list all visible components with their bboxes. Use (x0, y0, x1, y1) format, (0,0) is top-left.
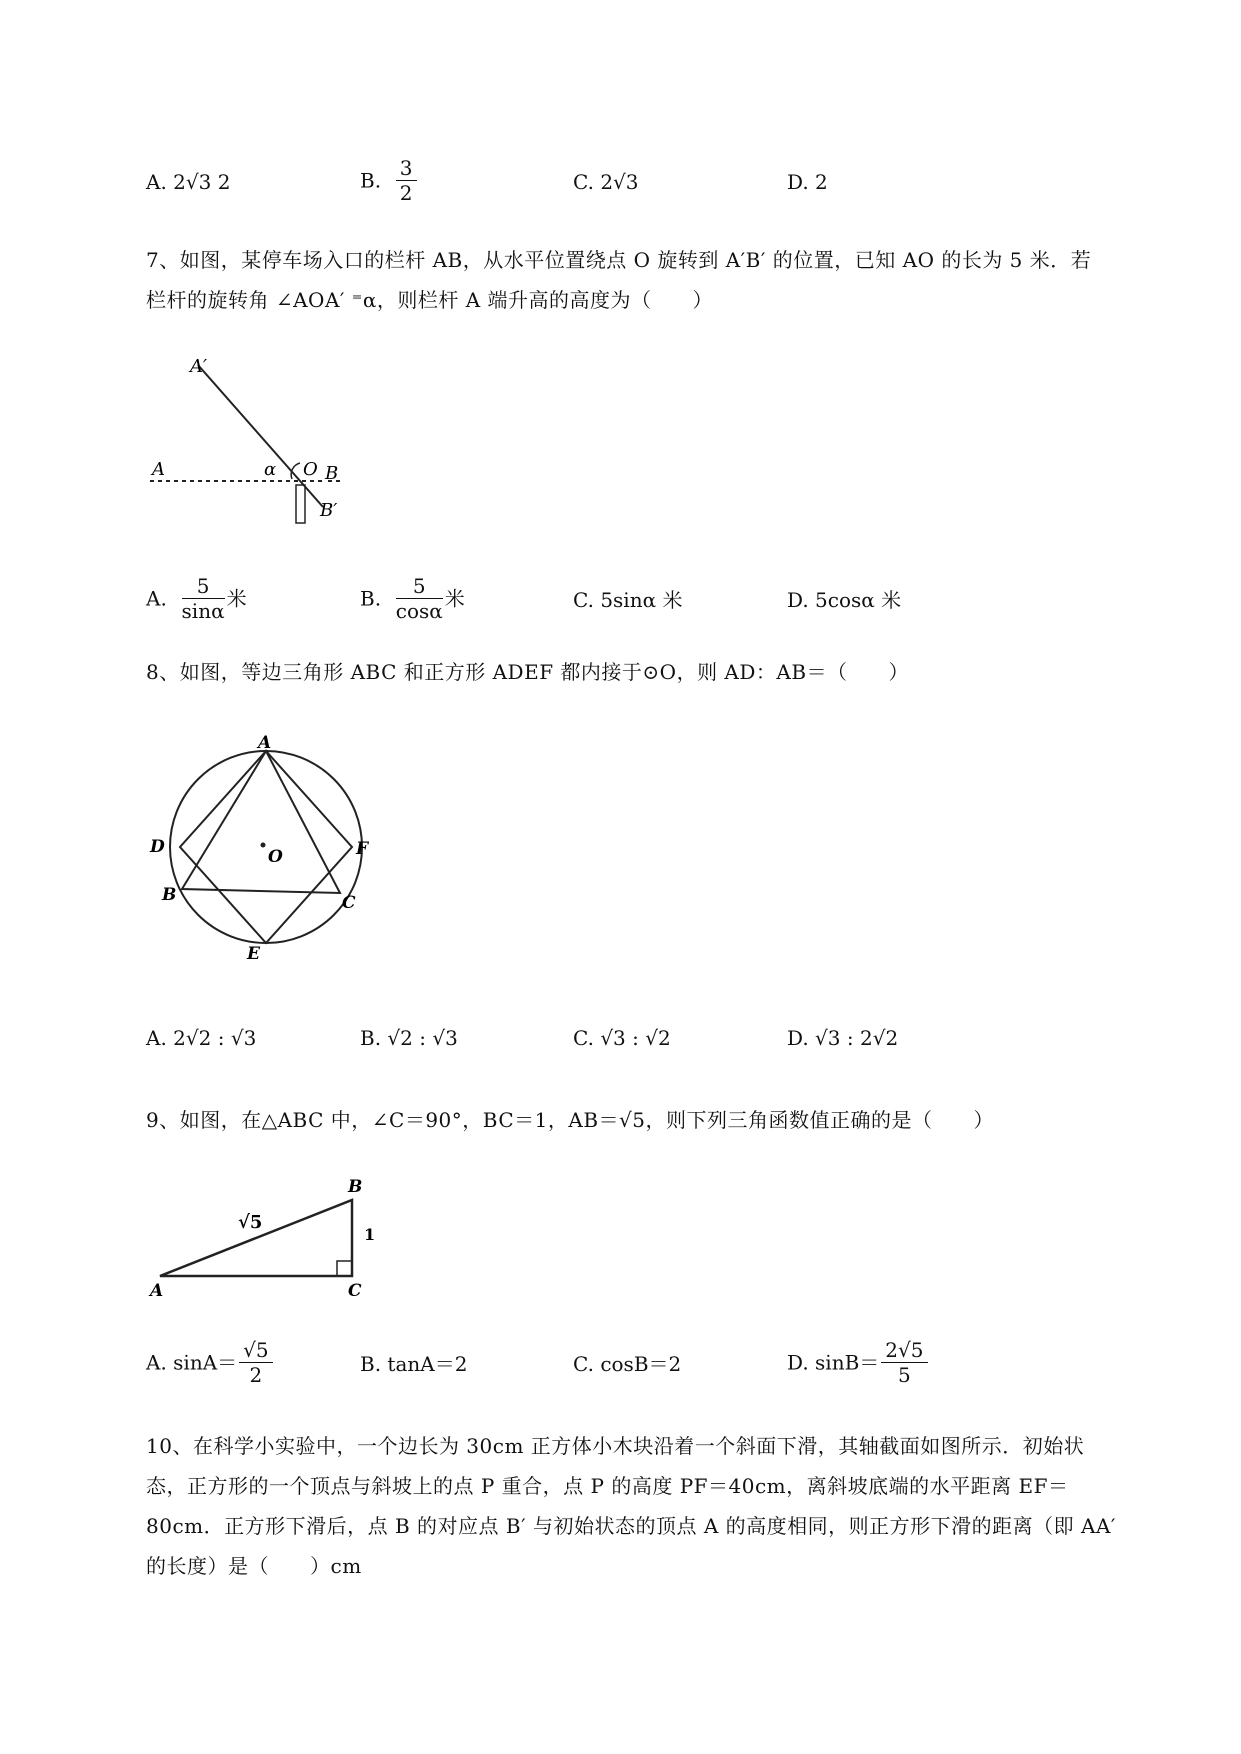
q8-label-o: O (268, 847, 283, 867)
q8-option-a: A. 2√2 : √3 (146, 1026, 257, 1050)
q9-option-a: A. sinA＝ $\frac{√5}{2}$ (146, 1338, 275, 1387)
q6-option-d: D. 2 (787, 170, 828, 194)
q8-label-c: C (342, 893, 356, 913)
q9-label-a: A (150, 1281, 164, 1301)
q8-label-b: B (162, 885, 177, 905)
q9-option-d: D. sinB＝ $\frac{2√5}{5}$ (787, 1338, 930, 1387)
q8-label-e: E (247, 944, 260, 964)
q7-text-line2: 栏杆的旋转角 ∠AOA′ ⁼α，则栏杆 A 端升高的高度为（ ） (146, 288, 714, 312)
q10-text-line4: 的长度）是（ ）cm (146, 1554, 362, 1578)
q7-option-c: C. 5sinα 米 (573, 588, 683, 612)
q7-option-a: A. $\frac{5}{\sin\alpha}$ 米 (146, 574, 247, 623)
q8-figure (140, 725, 390, 965)
q7-figure (140, 345, 360, 525)
q8-text-line1: 8、如图，等边三角形 ABC 和正方形 ADEF 都内接于⊙O，则 AD：AB＝（ ） (146, 660, 910, 684)
q9-label-c: C (348, 1281, 362, 1301)
q6-option-c: C. 2√3 (573, 170, 639, 194)
q8-label-a: A (258, 733, 272, 753)
q9-label-hypotenuse: √5 (238, 1212, 263, 1233)
q7-label-b-prime: B′ (320, 500, 338, 521)
q8-option-c: C. √3 : √2 (573, 1026, 671, 1050)
q9-figure (140, 1170, 390, 1305)
q9-text-line1: 9、如图，在△ABC 中，∠C＝90°，BC＝1，AB＝√5，则下列三角函数值正确的是（ ） (146, 1108, 994, 1132)
q7-text-line1: 7、如图，某停车场入口的栏杆 AB，从水平位置绕点 O 旋转到 A′B′ 的位置，已知 AO 的长为 5 米．若 (146, 248, 1092, 272)
q7-post (296, 485, 305, 523)
q8-circle (170, 751, 362, 943)
q8-square (180, 751, 352, 943)
q9-option-c: C. cosB＝2 (573, 1352, 682, 1376)
q8-option-d: D. √3 : 2√2 (787, 1026, 899, 1050)
q10-text-line2: 态，正方形的一个顶点与斜坡上的点 P 重合，点 P 的高度 PF＝40cm，离斜坡底端的水平距离 EF＝ (146, 1474, 1069, 1498)
q7-option-b: B. $\frac{5}{\cos\alpha}$ 米 (360, 574, 465, 623)
q7-label-alpha: α (264, 459, 277, 480)
q10-text-line3: 80cm．正方形下滑后，点 B 的对应点 B′ 与初始状态的顶点 A 的高度相同，则正方形下滑的距离（即 AA′ (146, 1514, 1116, 1538)
q10-text-line1: 10、在科学小实验中，一个边长为 30cm 正方体小木块沿着一个斜面下滑，其轴截面如图所示．初始状 (146, 1434, 1085, 1458)
q7-label-o: O (303, 459, 318, 480)
q8-label-f: F (356, 839, 369, 859)
q7-label-a-prime: A′ (190, 356, 208, 377)
q9-label-b: B (348, 1177, 363, 1197)
q9-label-side: 1 (364, 1225, 376, 1244)
q8-label-d: D (150, 837, 165, 857)
q6-option-b: B. $\frac{3}{2}$ (360, 156, 419, 205)
q9-right-angle-mark (337, 1261, 352, 1276)
q8-center-dot (261, 843, 266, 848)
q9-option-b: B. tanA＝2 (360, 1352, 468, 1376)
q8-option-b: B. √2 : √3 (360, 1026, 458, 1050)
q6-option-a: A. 2√3 2 (146, 170, 231, 194)
q7-label-b: B (325, 463, 339, 484)
q7-option-d: D. 5cosα 米 (787, 588, 902, 612)
q7-label-a: A (152, 459, 165, 480)
